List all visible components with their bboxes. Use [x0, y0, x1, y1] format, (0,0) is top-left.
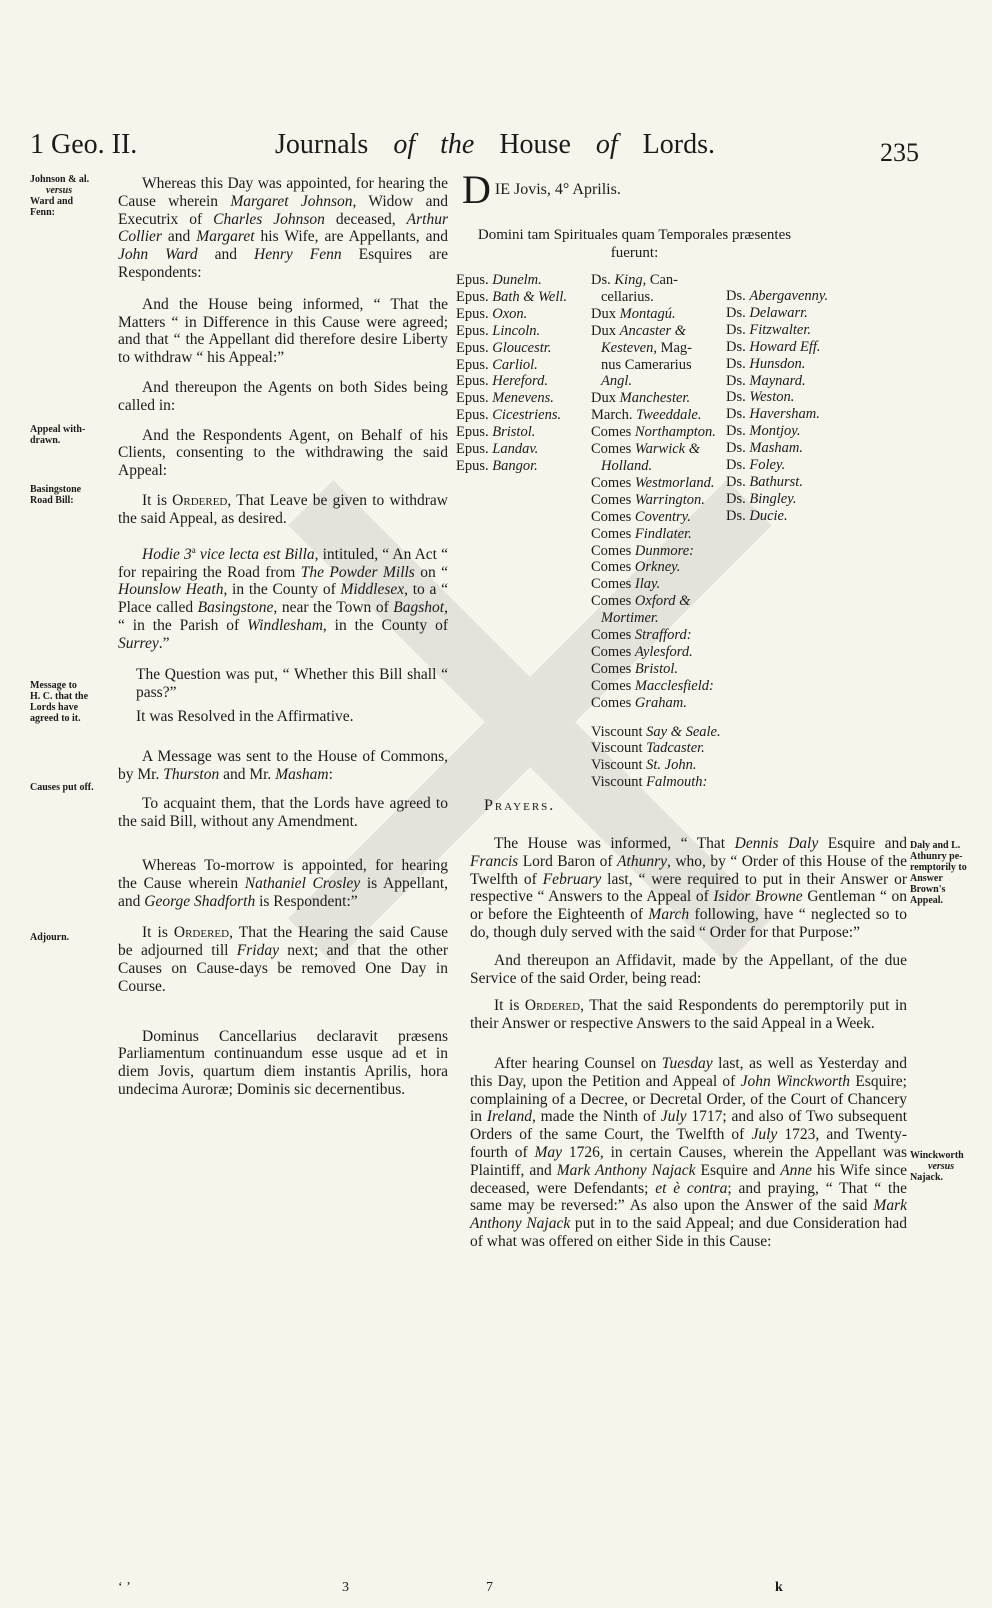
- lord-entry: Epus. Oxon.: [456, 305, 528, 322]
- lord-entry: Epus. Hereford.: [456, 373, 548, 390]
- paragraph-resolved: It was Resolved in the Affirmative.: [136, 708, 354, 726]
- paragraph-adjournment-latin: Dominus Cancellarius declaravit præsens Parliamentum continuandum esse usque ad et in diem Jovis, quartum diem instantis Aprilis, hora undecima Auroræ; Dominis sic decernentibus.: [118, 1027, 448, 1099]
- lord-entry: Comes Oxford &: [591, 593, 691, 610]
- paragraph-acquaint: To acquaint them, that the Lords have agreed to the said Bill, without any Amendment.: [118, 795, 448, 831]
- paragraph-affidavit: And thereupon an Affidavit, made by the Appellant, of the due Service of the said Order, being read:: [470, 951, 907, 987]
- lord-entry: Comes Orkney.: [591, 559, 681, 576]
- lord-entry: Epus. Cicestriens.: [456, 407, 562, 424]
- lord-entry: Dux Montagú.: [591, 305, 676, 322]
- lord-entry: Holland.: [601, 457, 653, 474]
- bishops-list: [456, 272, 567, 475]
- right-column: [470, 835, 907, 1251]
- drop-cap: D: [462, 167, 491, 212]
- lord-entry: Comes Aylesford.: [591, 643, 693, 660]
- margin-note-basingstone: Basingstone Road Bill:: [30, 484, 82, 506]
- lord-entry: Epus. Carliol.: [456, 356, 538, 373]
- lord-entry: Comes Northampton.: [591, 424, 716, 441]
- margin-note-winckworth: Winckworth versus Najack.: [910, 1150, 964, 1183]
- lord-entry: Dux Manchester.: [591, 390, 691, 407]
- lord-entry: Ds. Montjoy.: [726, 423, 801, 440]
- lord-entry: Epus. Dunelm.: [456, 272, 542, 288]
- lord-entry: Comes Findlater.: [591, 525, 692, 542]
- paragraph-johnson-cause: Whereas this Day was appointed, for hearing the Cause wherein Margaret Johnson, Widow and Executrix of Charles Johnson deceased, Arthur Collier and Margaret his Wife, are Appellants, and John Ward and Henry Fenn Esquires are Respondents:: [118, 175, 448, 281]
- lord-entry: Ds. Bathurst.: [726, 473, 803, 490]
- footer-mark-1: 3: [342, 1580, 349, 1595]
- paragraph-order-answer: It is Ordered, That the said Respondents do peremptorily put in their Answer or respective Answers to the said Appeal in a Week.: [470, 997, 908, 1033]
- lord-entry: Epus. Menevens.: [456, 390, 554, 407]
- date-heading: D IE Jovis, 4° Aprilis.: [462, 167, 621, 212]
- paragraph-daly-informed: The House was informed, “ That Dennis Daly Esquire and Francis Lord Baron of Athunry, who, by “ Order of this House of the Twelfth of February last, “ were required to put in their Answer or respective “ Answers to the Appeal of Isidor Browne Gentleman “ on or before the Eighteenth of March following, have “ neglected so to do, though duly served with the said “ Order for that Purpose:”: [470, 835, 907, 941]
- paragraph-winckworth: After hearing Counsel on Tuesday last, as well as Yesterday and this Day, upon the Petition and Appeal of John Winckworth Esquire; complaining of a Decree, or Decretal Order, of the Court of Chancery in Ireland, made the Ninth of July 1717; and also of Two subsequent Orders of the same Court, the Twelfth of July 1723, and Twenty-fourth of May 1726, in certain Causes, wherein the Appellant was Plaintiff, and Mark Anthony Najack Esquire and Anne his Wife since deceased, were Defendants; et è contra; and praying, “ That “ the same may be reversed:” As also upon the Answer of the said Mark Anthony Najack put in to the said Appeal; and due Consideration had of what was offered on either Side in this Cause:: [470, 1054, 908, 1250]
- lord-entry: Ds. Howard Eff.: [726, 338, 821, 355]
- footer-mark-3: k: [775, 1580, 783, 1595]
- paragraph-message-commons: A Message was sent to the House of Commons, by Mr. Thurston and Mr. Masham:: [118, 747, 448, 783]
- lord-entry: Comes Bristol.: [591, 660, 679, 677]
- journal-title: Journals of the House of Lords.: [275, 129, 715, 160]
- prayers-heading: Prayers.: [484, 797, 556, 814]
- lord-entry: Comes Strafford:: [591, 627, 692, 644]
- lord-entry: Comes Warwick &: [591, 441, 701, 458]
- margin-note-causes: Causes put off.: [30, 782, 94, 793]
- lord-entry: Comes Coventry.: [591, 508, 691, 525]
- margin-note-johnson: Johnson & al. versus Ward and Fenn:: [30, 174, 90, 218]
- lord-entry: Comes Graham.: [591, 694, 687, 711]
- lord-entry: Epus. Bath & Well.: [456, 288, 568, 305]
- lord-entry: Ds. Maynard.: [726, 372, 806, 389]
- lord-entry: Ds. Ducie.: [726, 507, 788, 524]
- lord-entry: Ds. Hunsdon.: [726, 355, 806, 372]
- footer-mark-2: 7: [486, 1580, 493, 1595]
- page-number: 235: [880, 138, 919, 167]
- footer-mark-left: ‘ ’: [118, 1580, 131, 1595]
- lord-entry: Epus. Landav.: [456, 441, 539, 458]
- paragraph-agents-called: And thereupon the Agents on both Sides being called in:: [118, 378, 448, 414]
- lord-entry: Comes Dunmore:: [591, 542, 694, 559]
- lord-entry: Ds. Haversham.: [726, 406, 820, 423]
- paragraph-respondents-consent: And the Respondents Agent, on Behalf of his Clients, consenting to the withdrawing the said Appeal:: [118, 426, 448, 480]
- margin-note-appeal: Appeal with- drawn.: [30, 424, 86, 446]
- lord-entry: Dux Ancaster &: [591, 322, 687, 339]
- lord-entry: March. Tweeddale.: [591, 407, 702, 424]
- lord-entry: cellarius.: [601, 288, 654, 305]
- lord-entry: Angl.: [601, 373, 633, 390]
- margin-note-message: Message to H. C. that the Lords have agreed to it.: [30, 680, 89, 724]
- lord-entry: Ds. Fitzwalter.: [726, 321, 812, 338]
- paragraph-order-withdraw: It is Ordered, That Leave be given to withdraw the said Appeal, as desired.: [118, 491, 448, 527]
- present-heading: Domini tam Spirituales quam Temporales præsentes fuerunt:: [477, 227, 792, 261]
- lord-entry: Comes Ilay.: [591, 576, 661, 593]
- paragraph-basingstone-bill: Hodie 3$^a$ vice lecta est Billa, intituled, “ An Act “ for repairing the Road from The Powder Mills on “ Hounslow Heath, in the County of Middlesex, to a “ Place called Basingstone, near the Town of Bagshot, “ in the Parish of Windlesham, in the County of Surrey.”: [118, 544, 448, 652]
- paragraph-house-informed: And the House being informed, “ That the Matters “ in Difference in this Cause were agreed; and that “ the Appellant did therefore desire Liberty to withdraw “ his Appeal:”: [118, 295, 448, 367]
- margin-note-daly: Daly and L. Athunry pe- remptorily to Answer Brown's Appeal.: [910, 840, 967, 906]
- barons-list: [726, 288, 828, 525]
- lord-entry: Ds. Delawarr.: [726, 304, 808, 321]
- lord-entry: nus Camerarius: [601, 356, 692, 373]
- lord-entry: Mortimer.: [601, 610, 659, 627]
- lord-entry: Kesteven, Mag-: [601, 339, 693, 356]
- lord-entry: Epus. Bangor.: [456, 457, 538, 474]
- lord-entry: Ds. Masham.: [726, 440, 803, 457]
- lord-entry: Epus. Gloucestr.: [456, 339, 552, 356]
- lord-entry: Viscount Say & Seale.: [591, 723, 721, 740]
- margin-note-adjourn: Adjourn.: [30, 932, 70, 943]
- paragraph-order-adjourn: It is Ordered, That the Hearing the said Cause be adjourned till Friday next; and that the other Causes on Cause-days be removed One Day in Course.: [118, 924, 449, 995]
- reign-header: 1 Geo. II.: [30, 129, 138, 160]
- lord-entry: Viscount St. John.: [591, 757, 697, 774]
- paragraph-question-put: The Question was put, “ Whether this Bill shall “ pass?”: [136, 666, 448, 702]
- peers-list: [591, 272, 721, 791]
- lord-entry: Epus. Lincoln.: [456, 322, 541, 339]
- lord-entry: Ds. Weston.: [726, 389, 795, 406]
- lord-entry: Epus. Bristol.: [456, 424, 536, 441]
- left-column: [118, 175, 448, 1099]
- lord-entry: Viscount Falmouth:: [591, 774, 708, 791]
- lord-entry: Viscount Tadcaster.: [591, 740, 705, 757]
- paragraph-crosley-cause: Whereas To-morrow is appointed, for hearing the Cause wherein Nathaniel Crosley is Appellant, and George Shadforth is Respondent:”: [118, 857, 448, 910]
- lord-entry: Comes Westmorland.: [591, 474, 715, 491]
- lord-entry: Ds. Abergavenny.: [726, 288, 829, 304]
- lord-entry: Comes Warrington.: [591, 491, 705, 508]
- lord-entry: Comes Macclesfield:: [591, 677, 714, 694]
- lord-entry: Ds. Foley.: [726, 457, 786, 474]
- lord-entry: Ds. King, Can-: [591, 272, 679, 288]
- lord-entry: [591, 712, 721, 724]
- lord-entry: Ds. Bingley.: [726, 490, 797, 507]
